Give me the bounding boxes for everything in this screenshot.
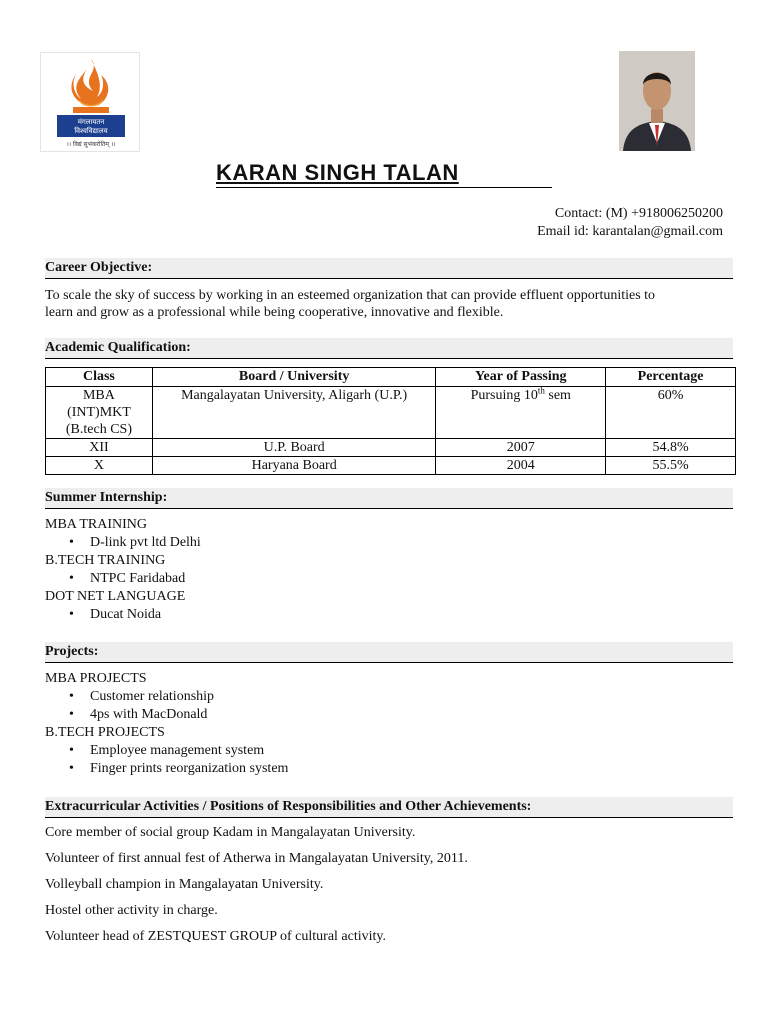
- table-row: [46, 439, 736, 457]
- cell-year-suffix: sem: [544, 388, 571, 403]
- list-item: • 4ps with MacDonald: [45, 706, 288, 724]
- career-line-2: learn and grow as a professional while being cooperative, innovative and flexible.: [45, 305, 504, 320]
- section-academic-qualification: Academic Qualification:: [45, 338, 733, 359]
- column-header-year: Year of Passing: [436, 368, 606, 387]
- cell-year: [436, 387, 606, 439]
- activity-item: Volunteer of first annual fest of Atherwa in Mangalayatan University, 2011.: [45, 851, 468, 866]
- contact-phone: Contact: (M) +918006250200: [554, 206, 723, 221]
- internship-group-title: MBA TRAINING: [45, 517, 148, 532]
- project-group-title: B.TECH PROJECTS: [45, 725, 165, 740]
- cell-percentage: 60%: [606, 387, 736, 439]
- activity-item: Volleyball champion in Mangalayatan University.: [45, 877, 324, 892]
- flame-icon: [71, 59, 108, 105]
- table-row: [46, 387, 736, 439]
- list-item: • Finger prints reorganization system: [45, 760, 288, 778]
- logo-text-line1: मंगलायतन: [77, 118, 105, 126]
- activity-item: Volunteer head of ZESTQUEST GROUP of cultural activity.: [45, 929, 386, 944]
- section-extracurricular: Extracurricular Activities / Positions of Responsibilities and Other Achievements:: [45, 797, 733, 818]
- activity-item: Core member of social group Kadam in Mangalayatan University.: [45, 825, 416, 840]
- activity-item: Hostel other activity in charge.: [45, 903, 218, 918]
- career-line-1: To scale the sky of success by working in an esteemed organization that can provide effluent opportunities to: [45, 288, 656, 303]
- list-item: • Ducat Noida: [45, 606, 201, 624]
- cell-year-text: Pursuing 10: [470, 388, 538, 403]
- academic-table: [45, 367, 736, 475]
- cell-board: U.P. Board: [152, 439, 436, 457]
- cell-class-line2: (INT)MKT: [67, 405, 131, 420]
- cell-year: 2004: [436, 457, 606, 475]
- cell-class: [46, 387, 153, 439]
- internship-list: [45, 516, 201, 624]
- projects-list: [45, 670, 288, 778]
- cell-percentage: 54.8%: [606, 439, 736, 457]
- cell-year-sup: th: [537, 385, 545, 396]
- section-projects: Projects:: [45, 642, 733, 663]
- cell-class: X: [46, 457, 153, 475]
- profile-photo: [619, 51, 695, 151]
- cell-class: XII: [46, 439, 153, 457]
- section-summer-internship: Summer Internship:: [45, 488, 733, 509]
- logo-motto: ।। विद्यं सुभंकरोतिम् ।।: [66, 141, 116, 148]
- candidate-name-text: KARAN SINGH TALAN: [216, 160, 459, 185]
- table-row: [46, 457, 736, 475]
- cell-board: Mangalayatan University, Aligarh (U.P.): [152, 387, 436, 439]
- cell-class-line1: MBA: [82, 388, 115, 403]
- cell-class-line3: (B.tech CS): [65, 422, 132, 437]
- internship-group-title: B.TECH TRAINING: [45, 553, 166, 568]
- table-header-row: [46, 368, 736, 387]
- list-item: • Customer relationship: [45, 688, 288, 706]
- section-career-objective: Career Objective:: [45, 258, 733, 279]
- project-group-title: MBA PROJECTS: [45, 671, 147, 686]
- list-item: • NTPC Faridabad: [45, 570, 201, 588]
- logo-text-line2: विश्वविद्यालय: [74, 127, 108, 135]
- candidate-name: [216, 160, 552, 188]
- cell-percentage: 55.5%: [606, 457, 736, 475]
- contact-email: Email id: karantalan@gmail.com: [537, 224, 723, 239]
- cell-year: 2007: [436, 439, 606, 457]
- internship-group-title: DOT NET LANGUAGE: [45, 589, 186, 604]
- cell-board: Haryana Board: [152, 457, 436, 475]
- list-item: • Employee management system: [45, 742, 288, 760]
- list-item: • D-link pvt ltd Delhi: [45, 534, 201, 552]
- column-header-board: Board / University: [152, 368, 436, 387]
- column-header-percentage: Percentage: [606, 368, 736, 387]
- career-objective-text: [45, 287, 735, 321]
- university-logo: [40, 52, 140, 152]
- column-header-class: Class: [46, 368, 153, 387]
